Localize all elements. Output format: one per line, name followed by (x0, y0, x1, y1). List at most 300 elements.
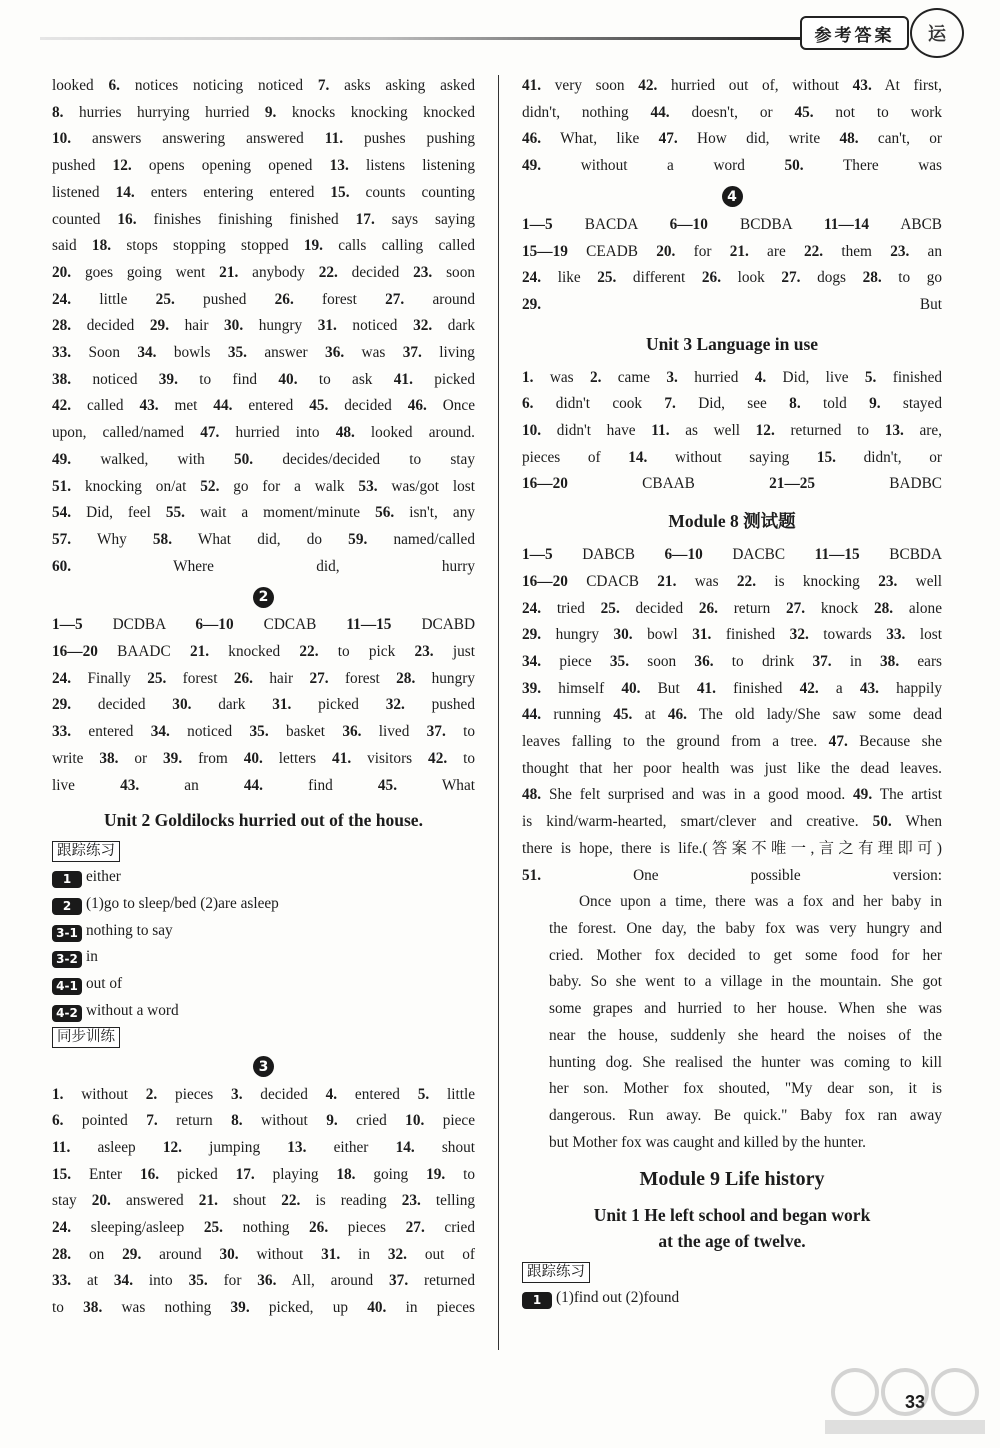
essay-line: near the house, suddenly she heard the noises of the (549, 1026, 942, 1044)
answer-line (52, 1215, 475, 1242)
track-item (52, 891, 475, 918)
item-number: 48. (839, 130, 859, 148)
essay-line: cried. Mother fox decided to get some food for her (549, 946, 942, 964)
item-number: 45. (613, 706, 633, 724)
page-number: 33 (905, 1392, 926, 1412)
answer-text: returned to (774, 422, 885, 440)
answer-text: calls calling called (323, 237, 475, 255)
answers-block-1 (52, 73, 475, 580)
essay-line: Once upon a time, there was a fox and her baby in (579, 893, 942, 911)
essay-line: hunting dog. She realised the hunter was coming to kill (549, 1053, 942, 1071)
item-number: 50. (784, 157, 804, 175)
answer-text: anybody (238, 263, 319, 281)
item-number: 6. (52, 1112, 64, 1130)
item-number: 15. (52, 1165, 72, 1183)
answer-text: What (397, 776, 475, 794)
item-number: 30. (224, 317, 244, 335)
item-number: 51. (522, 866, 542, 884)
item-number: 1—5 (522, 546, 553, 564)
answer-text: picked (291, 696, 386, 714)
item-number: 15. (816, 448, 836, 466)
item-number: 24. (522, 269, 542, 287)
answer-text: looked around. (354, 424, 475, 442)
item-number: 39. (158, 370, 178, 388)
item-number: 56. (375, 504, 395, 522)
item-number: 22. (803, 242, 824, 260)
item-number: 58. (152, 530, 173, 548)
answer-line (52, 666, 475, 693)
answer-text: going (355, 1165, 427, 1183)
answer-text: decided (71, 317, 150, 335)
item-number: 16—20 (522, 475, 568, 493)
answer-text: Finally (71, 669, 148, 687)
item-number: 24. (52, 669, 72, 687)
answer-text: to drink (713, 652, 813, 670)
answer-text: running (541, 706, 614, 724)
module8-heading: Module 8 测试题 (668, 511, 796, 532)
answer-text: listens listening (348, 157, 475, 175)
answer-text: CEADB (567, 242, 657, 260)
item-number: 23. (401, 1192, 421, 1210)
item-number: 37. (389, 1272, 409, 1290)
answer-text: When (891, 813, 943, 831)
item-number: 27. (785, 599, 806, 617)
answer-text: ears (899, 652, 943, 670)
answers-block-5 (522, 212, 942, 319)
answer-text: CBAAB (567, 475, 770, 493)
answer-text: living (421, 344, 475, 362)
answer-text: bowls (156, 344, 228, 362)
answers-block-2 (52, 612, 475, 799)
item-number: 20. (656, 242, 676, 260)
answer-text: for (675, 242, 730, 260)
track-item (52, 998, 475, 1025)
answer-text: on (71, 1245, 123, 1263)
answer-line (52, 73, 475, 100)
answer-text: called (71, 397, 140, 415)
answer-text: at (632, 706, 668, 724)
answer-text: return (717, 599, 786, 617)
item-number: 25. (597, 269, 617, 287)
item-number: 55. (165, 504, 185, 522)
answer-line (52, 367, 475, 394)
answer-text: in (831, 652, 881, 670)
answer-line (52, 527, 475, 554)
answer-line (522, 73, 942, 100)
answer-text: to find (177, 370, 279, 388)
item-number: 28. (862, 269, 882, 287)
section-number-icon: 4 (722, 186, 743, 207)
item-number: 51. (52, 477, 72, 495)
item-number: 16. (117, 210, 137, 228)
item-number: 27. (309, 669, 329, 687)
answer-line (522, 418, 942, 445)
item-number: 8. (789, 395, 801, 413)
item-number: 23. (878, 572, 898, 590)
answer-text: The artist (872, 786, 942, 804)
item-number: 37. (402, 344, 422, 362)
item-number: 43. (120, 776, 140, 794)
answer-text: knocked (209, 643, 300, 661)
item-number: 38. (99, 749, 119, 767)
section-4-marker (522, 186, 942, 208)
answer-text: returned (408, 1272, 475, 1290)
item-number: 34. (522, 652, 542, 670)
header-logo-icon: 运 (910, 8, 964, 58)
answer-line (522, 809, 942, 836)
item-number: 34. (137, 344, 157, 362)
item-number: 11—15 (346, 616, 392, 634)
answer-text: well (897, 572, 942, 590)
answer-text: in (86, 948, 98, 966)
item-number: 9. (326, 1112, 338, 1130)
track-practice-label: 跟踪练习 (52, 841, 120, 862)
item-number: 36. (694, 652, 714, 670)
answer-line (522, 702, 942, 729)
item-number: 25. (147, 669, 167, 687)
answer-text: around (141, 1245, 220, 1263)
unit3-heading: Unit 3 Language in use (645, 333, 819, 354)
answer-line (52, 554, 475, 581)
answer-line (522, 471, 942, 498)
answer-text: without (238, 1245, 322, 1263)
answer-text: soon (432, 263, 475, 281)
item-number: 22. (281, 1192, 301, 1210)
answer-text: (1)go to sleep/bed (2)are asleep (86, 894, 279, 912)
item-number: 5. (417, 1085, 430, 1103)
item-number: 28. (52, 1245, 72, 1263)
item-tag-icon: 1 (522, 1292, 552, 1309)
answer-text: finished (711, 626, 790, 644)
answer-text: thought that her poor health was just like the dead leaves. (522, 759, 942, 777)
answer-text: Did, feel (71, 504, 166, 522)
answers-block-3 (52, 1082, 475, 1322)
answer-text: hurries hurrying hurried (63, 103, 265, 121)
answer-text: What did, do (172, 530, 349, 548)
header-rule (40, 37, 895, 40)
answer-text: says saying (374, 210, 475, 228)
item-number: 27. (781, 269, 801, 287)
item-number: 23. (414, 643, 434, 661)
item-number: 13. (287, 1138, 307, 1156)
item-number: 41. (393, 370, 413, 388)
track-practice-list (52, 864, 475, 1024)
answer-text: finishes finishing finished (136, 210, 356, 228)
item-number: 16—20 (522, 572, 568, 590)
item-number: 1. (522, 368, 534, 386)
answer-text: to (445, 1165, 475, 1183)
answer-text: is knocking (756, 572, 879, 590)
item-number: 38. (52, 370, 72, 388)
item-number: 6. (522, 395, 534, 413)
answer-text: CDACB (567, 572, 658, 590)
answer-line (52, 1242, 475, 1269)
answer-text: dark (432, 317, 475, 335)
answer-line (522, 756, 942, 783)
answer-text: There was (803, 157, 942, 175)
section-number-icon: 3 (253, 1056, 274, 1077)
answer-line (52, 746, 475, 773)
answer-text: Why (71, 530, 153, 548)
answer-text: basket (268, 723, 343, 741)
answer-text: decided (619, 599, 699, 617)
answer-text: ABCB (869, 215, 943, 233)
answer-text: But (640, 679, 697, 697)
item-number: 45. (309, 397, 329, 415)
item-number: 9. (264, 103, 277, 121)
item-number: 59. (348, 530, 368, 548)
item-number: 47. (200, 424, 220, 442)
answer-text: nothing to say (86, 921, 173, 939)
answer-line (52, 1082, 475, 1109)
item-number: 11—15 (814, 546, 860, 564)
item-number: 19. (303, 237, 323, 255)
item-number: 13. (884, 422, 904, 440)
answer-text: DACBC (702, 546, 815, 564)
item-number: 53. (358, 477, 378, 495)
answer-text: forest (166, 669, 234, 687)
answer-text: But (541, 295, 942, 313)
answer-text: knocking on/at (71, 477, 201, 495)
answer-text: noticed (169, 723, 250, 741)
item-number: 33. (886, 626, 906, 644)
answer-line (52, 639, 475, 666)
essay-line: some grapes and hurried to her house. When she was (549, 1000, 942, 1018)
item-number: 47. (658, 130, 678, 148)
answer-text: answers answering answered (71, 130, 325, 148)
answer-text: didn't have (541, 422, 652, 440)
answer-text: letters (262, 749, 333, 767)
answer-text: doesn't, or (669, 103, 795, 121)
answer-text: was (676, 572, 737, 590)
answer-line (52, 180, 475, 207)
essay-line: baby. So she went to a village in the mountain. She got (549, 973, 942, 991)
item-number: 36. (342, 723, 362, 741)
answer-line (52, 1295, 475, 1322)
module9-heading: Module 9 Life history (639, 1168, 825, 1191)
item-number: 33. (52, 1272, 72, 1290)
answer-text: is kind/warm-hearted, smart/clever and creative. (522, 813, 873, 831)
answer-text: without (242, 1112, 327, 1130)
answer-text: How did, write (677, 130, 840, 148)
answer-text: look (721, 269, 782, 287)
item-number: 12. (162, 1138, 182, 1156)
answer-text: pushes pushing (343, 130, 475, 148)
answer-text: from (182, 749, 244, 767)
essay-line: dangerous. Run away. Be quick." Baby fox ran away (549, 1106, 942, 1124)
item-number: 22. (736, 572, 757, 590)
item-number: 35. (249, 723, 269, 741)
answer-text: soon (629, 652, 695, 670)
answer-text: looked (52, 77, 109, 94)
item-number: 31. (321, 1245, 341, 1263)
answer-text: pointed (63, 1112, 147, 1130)
answer-text: said (52, 237, 92, 255)
answer-text: lost (905, 626, 942, 644)
essay-line: her son. Mother fox shouted, "My dear son, it is (549, 1080, 942, 1098)
item-number: 17. (235, 1165, 255, 1183)
item-number: 7. (146, 1112, 158, 1130)
item-number: 50. (233, 450, 254, 468)
essay-line: but Mother fox was caught and killed by the hunter. (549, 1133, 866, 1151)
item-number: 31. (317, 317, 337, 335)
answer-text: answered (110, 1192, 199, 1210)
item-number: 46. (522, 130, 542, 148)
item-number: 9. (869, 395, 881, 413)
answer-line (522, 649, 942, 676)
item-number: 1. (52, 1085, 64, 1103)
answer-text: not to work (813, 103, 943, 121)
answer-text: pushed (404, 696, 475, 714)
item-number: 44. (522, 706, 542, 724)
answer-line (52, 126, 475, 153)
answer-text: BCBDA (859, 546, 943, 564)
answer-text: Enter (71, 1165, 140, 1183)
item-number: 14. (628, 448, 648, 466)
item-number: 29. (52, 696, 72, 714)
answer-line (52, 773, 475, 800)
answer-text: as well (669, 422, 756, 440)
unit1-heading-line2: at the age of twelve. (658, 1231, 806, 1252)
answer-text: piece (424, 1112, 475, 1130)
answer-text: didn't cook (533, 395, 665, 413)
item-number: 26. (698, 599, 718, 617)
answer-line (522, 863, 942, 890)
answer-text: either (306, 1138, 396, 1156)
answer-text: She felt surprised and was in a good mood. (541, 786, 854, 804)
item-number: 34. (113, 1272, 134, 1290)
answer-text: asks asking asked (329, 77, 475, 94)
answer-text: without a word (86, 1001, 179, 1019)
answer-text: bowl (632, 626, 693, 644)
item-number: 38. (880, 652, 900, 670)
answer-text: is reading (300, 1192, 402, 1210)
item-number: 21. (219, 263, 239, 281)
item-number: 17. (355, 210, 375, 228)
item-number: 31. (272, 696, 292, 714)
answer-line (52, 207, 475, 234)
essay-line: the forest. One day, the baby fox was very hungry and (549, 919, 942, 937)
answer-text: was (344, 344, 403, 362)
answer-text: them (823, 242, 891, 260)
answer-text: live (52, 776, 121, 794)
answer-text: picked (412, 370, 475, 388)
item-number: 3. (666, 368, 678, 386)
answer-text: alone (893, 599, 942, 617)
answers-block-4 (522, 73, 942, 180)
answer-line (52, 612, 475, 639)
answer-text: All, around (276, 1272, 390, 1290)
item-number: 42. (428, 749, 448, 767)
item-number: 40. (278, 370, 298, 388)
column-divider (498, 75, 499, 1350)
answer-text: can't, or (858, 130, 942, 148)
answer-text: picked, up (249, 1299, 368, 1317)
answer-text: enters entering entered (134, 183, 331, 201)
answer-text: was/got lost (377, 477, 475, 495)
answer-text: notices noticing noticed (119, 77, 318, 94)
answer-line (52, 340, 475, 367)
item-number: 60. (52, 557, 72, 575)
track-item (52, 864, 475, 891)
answer-text: asleep (70, 1138, 163, 1156)
answer-text: leaves falling to the ground from a tree. (522, 733, 829, 751)
answer-text: At first, (871, 77, 942, 94)
answer-text: counted (52, 210, 118, 228)
answer-text: without (63, 1085, 146, 1103)
answer-text: jumping (181, 1138, 288, 1156)
answer-text: One possible version: (541, 866, 942, 884)
item-number: 54. (52, 504, 72, 522)
item-number: 12. (112, 157, 132, 175)
item-number: 27. (405, 1219, 425, 1237)
item-number: 4. (325, 1085, 338, 1103)
answer-text: either (86, 868, 121, 886)
answer-line (52, 260, 475, 287)
item-number: 8. (231, 1112, 243, 1130)
item-number: 18. (91, 237, 112, 255)
answer-text: answer (246, 344, 326, 362)
answer-line (522, 126, 942, 153)
item-number: 14. (395, 1138, 415, 1156)
item-number: 25. (155, 290, 175, 308)
answer-text: in pieces (386, 1299, 475, 1317)
item-number: 33. (52, 723, 72, 741)
item-number: 43. (859, 679, 879, 697)
answer-text: out of (406, 1245, 475, 1263)
item-number: 29. (122, 1245, 142, 1263)
answer-text: without a word (541, 157, 785, 175)
answer-text: visitors (351, 749, 429, 767)
answer-text: forest (293, 290, 386, 308)
answer-text: entered (232, 397, 310, 415)
answer-text: decided (242, 1085, 326, 1103)
item-number: 28. (52, 317, 72, 335)
item-number: 6. (108, 77, 120, 94)
item-number: 38. (83, 1299, 103, 1317)
answer-text: return (157, 1112, 232, 1130)
item-number: 5. (864, 368, 877, 386)
answers-block-7 (522, 542, 942, 889)
essay-paragraph (522, 889, 942, 1156)
answer-text: entered (71, 723, 151, 741)
section-3-marker (52, 1056, 475, 1078)
answer-line (522, 542, 942, 569)
item-number: 44. (243, 776, 263, 794)
track-practice-label: 跟踪练习 (522, 1262, 590, 1283)
answers-block-6 (522, 365, 942, 499)
answer-text: hair (252, 669, 310, 687)
item-number: 44. (213, 397, 233, 415)
answer-text: go for a walk (219, 477, 359, 495)
answer-text: named/called (367, 530, 475, 548)
answer-text: little (429, 1085, 476, 1103)
last-answer-row (522, 1285, 942, 1312)
answer-text: to go (881, 269, 943, 287)
answer-text: hungry (541, 626, 614, 644)
item-number: 41. (332, 749, 352, 767)
item-number: 36. (325, 344, 345, 362)
answer-line (52, 500, 475, 527)
unit2-heading: Unit 2 Goldilocks hurried out of the house. (104, 810, 423, 831)
answer-text: to (447, 749, 475, 767)
item-number: 46. (407, 397, 427, 415)
item-number: 49. (52, 450, 72, 468)
item-number: 20. (52, 263, 72, 281)
sync-training-label: 同步训练 (52, 1027, 120, 1048)
answer-text: knocks knocking knocked (276, 103, 475, 121)
section-2-marker (52, 586, 475, 608)
